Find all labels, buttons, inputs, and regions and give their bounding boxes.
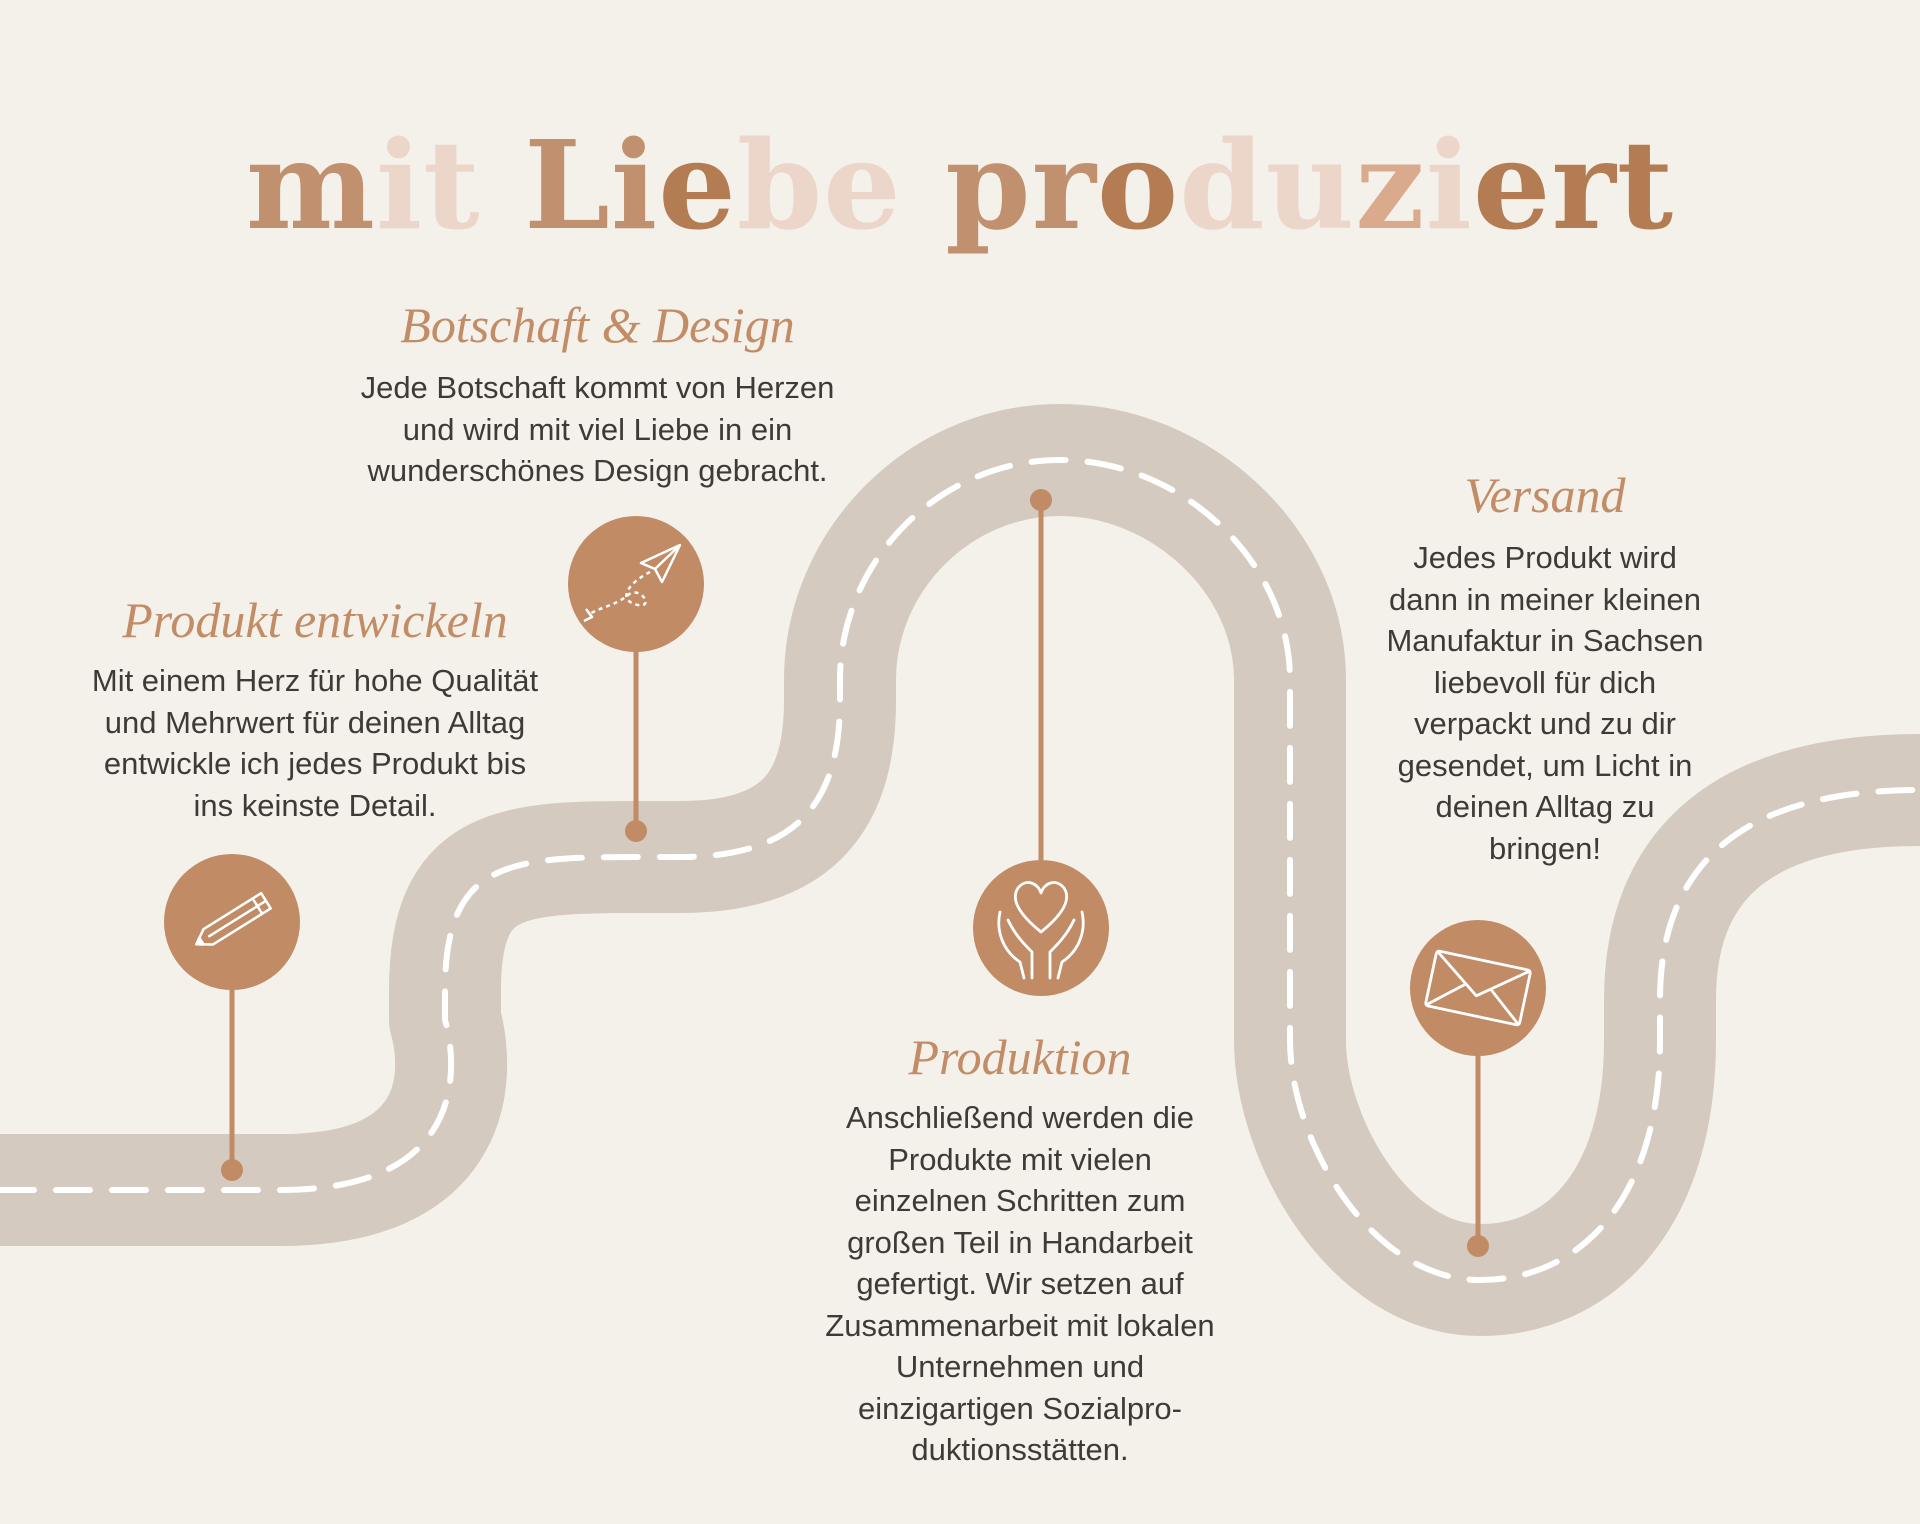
title-segment: i	[1425, 113, 1473, 257]
pin-design	[568, 516, 704, 842]
title-segment: it	[375, 113, 525, 257]
pin-versand	[1410, 920, 1546, 1257]
text-line: Anschließend werden die	[845, 1100, 1195, 1135]
text-line: Unternehmen und	[895, 1349, 1145, 1384]
text-line: duktionsstätten.	[911, 1432, 1129, 1467]
text-line: gefertigt. Wir setzen auf	[856, 1266, 1184, 1301]
step-text-produkt	[60, 660, 570, 826]
text-line: Mit einem Herz für hohe Qualität	[91, 663, 539, 698]
text-line: großen Teil in Handarbeit	[847, 1224, 1193, 1260]
title-segment: du	[1179, 113, 1356, 257]
pin-produkt	[164, 854, 300, 1181]
title-segment: be	[736, 113, 946, 257]
text-line: und Mehrwert für deinen Alltag	[104, 704, 526, 740]
text-line: Manufaktur in Sachsen	[1386, 623, 1704, 658]
text-line: Jedes Produkt wird	[1413, 540, 1677, 575]
title-segment: pr	[945, 113, 1097, 257]
text-line: deinen Alltag zu	[1435, 789, 1655, 824]
title-segment: e	[658, 113, 737, 257]
step-text-design	[320, 367, 875, 492]
step-text-versand	[1340, 537, 1750, 869]
text-line: wunderschönes Design gebracht.	[367, 453, 828, 488]
text-line: Jede Botschaft kommt von Herzen	[360, 370, 835, 405]
text-line: einzelnen Schritten zum	[854, 1183, 1186, 1218]
step-text-produktion	[790, 1097, 1250, 1471]
title-segment: z	[1355, 113, 1426, 257]
step-title-produkt: Produkt entwickeln	[122, 592, 508, 648]
title-segment: ert	[1472, 113, 1675, 257]
title-segment: m	[245, 113, 376, 257]
step-title-versand: Versand	[1464, 467, 1626, 523]
text-line: einzigartigen Sozialpro-	[858, 1390, 1182, 1426]
pin-produktion	[973, 489, 1109, 996]
text-line: verpackt und zu dir	[1414, 706, 1676, 741]
page-title	[0, 110, 1920, 260]
step-title-produktion: Produktion	[908, 1029, 1132, 1085]
text-line: liebevoll für dich	[1433, 664, 1657, 700]
text-line: gesendet, um Licht in	[1397, 747, 1693, 783]
text-line: entwickle ich jedes Produkt bis	[103, 746, 527, 781]
title-segment: Li	[524, 113, 659, 257]
text-line: ins keinste Detail.	[193, 787, 437, 823]
step-title-design: Botschaft & Design	[400, 297, 795, 353]
text-line: bringen!	[1488, 830, 1602, 866]
title-segment: o	[1096, 113, 1180, 257]
text-line: und wird mit viel Liebe in ein	[402, 411, 793, 447]
text-line: Produkte mit vielen	[888, 1141, 1152, 1177]
text-line: Zusammenarbeit mit lokalen	[825, 1307, 1215, 1343]
text-line: dann in meiner kleinen	[1389, 581, 1701, 617]
